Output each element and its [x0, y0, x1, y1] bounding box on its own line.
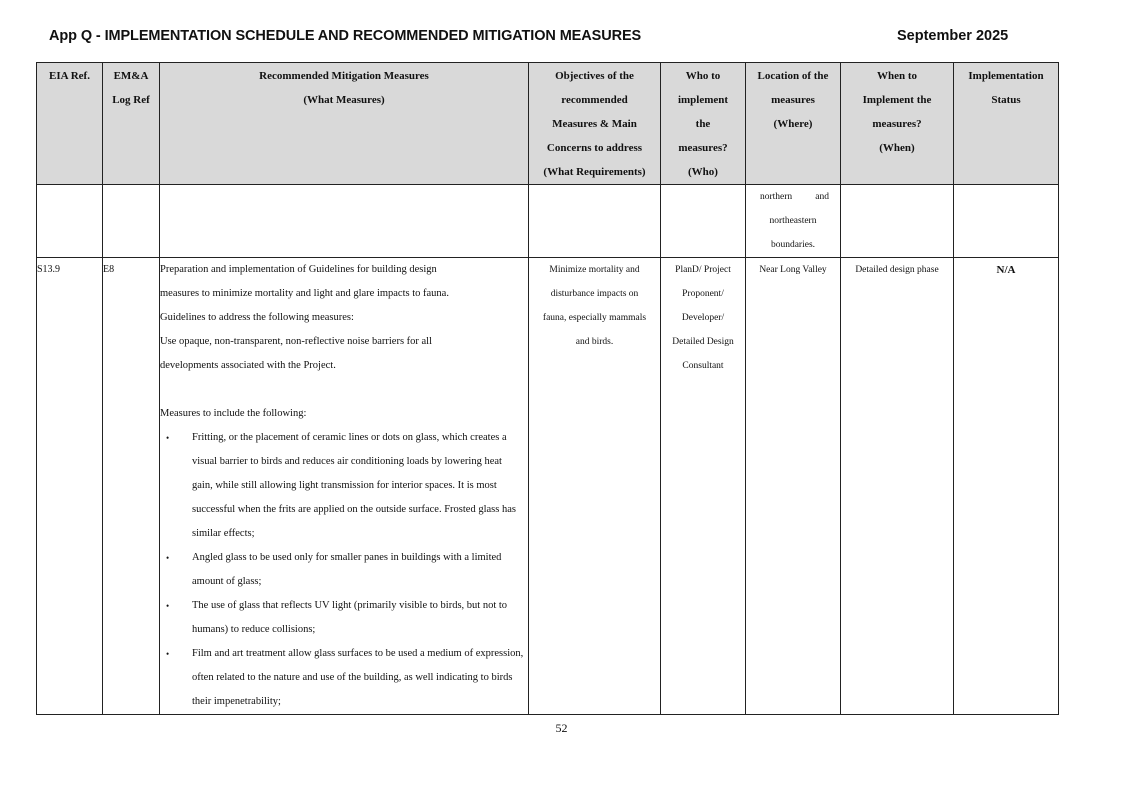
header-line: EIA Ref. — [49, 70, 90, 82]
cell-location — [746, 185, 841, 258]
cell-location: Near Long Valley — [746, 258, 841, 715]
measures-intro-line: Guidelines to address the following measures: — [160, 312, 354, 323]
cell-status — [954, 185, 1059, 258]
column-header-when — [841, 63, 954, 185]
location-line: northeastern — [769, 216, 817, 226]
document-date: September 2025 — [897, 28, 1009, 44]
measures-intro-line: Preparation and implementation of Guidelines for building design — [160, 264, 437, 275]
location-line: boundaries. — [770, 240, 816, 250]
cell-when: Detailed design phase — [841, 258, 954, 715]
column-header-status — [954, 63, 1059, 185]
header-line: measures? — [872, 118, 922, 130]
cell-who — [661, 258, 746, 715]
list-item-text: The use of glass that reflects UV light (primarily visible to birds, but not to humans) to reduce collisions; — [192, 600, 508, 635]
cell-objectives — [529, 185, 661, 258]
objectives-line: fauna, especially mammals — [542, 313, 647, 323]
header-line: Log Ref — [112, 94, 150, 106]
table-header-row — [37, 63, 1059, 185]
header-line: Status — [991, 94, 1021, 106]
header-line: Implementation — [968, 70, 1044, 82]
header-line: EM&A — [113, 70, 149, 82]
header-line: Who to — [685, 70, 721, 82]
who-line: PlanD/ Project — [675, 265, 731, 275]
list-item — [160, 642, 528, 714]
header-line: (Who) — [688, 166, 718, 178]
column-header-objectives — [529, 63, 661, 185]
header-line: (What Measures) — [303, 94, 385, 106]
cell-who — [661, 185, 746, 258]
list-item-text: Film and art treatment allow glass surfaces to be used a medium of expression, often related to the nature and use of the building, as well indicating to birds their impenetrability; — [192, 648, 524, 707]
column-header-who — [661, 63, 746, 185]
header-line: Implement the — [862, 94, 932, 106]
header-line: implement — [677, 94, 729, 106]
who-line: Consultant — [682, 361, 724, 371]
cell-measures — [160, 185, 529, 258]
location-word: and — [815, 192, 829, 202]
measures-intro-line: developments associated with the Project. — [160, 360, 336, 371]
objectives-line: disturbance impacts on — [550, 289, 639, 299]
header-line: (When) — [879, 142, 915, 154]
list-item — [160, 546, 528, 594]
measures-bullet-list — [160, 426, 528, 714]
who-line: Detailed Design — [672, 337, 734, 347]
header-line: the — [695, 118, 711, 130]
header-line: (What Requirements) — [543, 166, 646, 178]
cell-ema-log-ref — [103, 185, 160, 258]
cell-objectives — [529, 258, 661, 715]
column-header-measures — [160, 63, 529, 185]
header-line: measures? — [678, 142, 728, 154]
spacer — [160, 378, 528, 402]
measures-intro-line: measures to minimize mortality and light and glare impacts to fauna. — [160, 288, 449, 299]
list-item — [160, 594, 528, 642]
who-line: Proponent/ — [682, 289, 724, 299]
document-title: App Q - IMPLEMENTATION SCHEDULE AND RECOMMENDED MITIGATION MEASURES — [49, 28, 642, 44]
bullet-icon: • — [166, 649, 170, 659]
header-line: (Where) — [773, 118, 813, 130]
header-line: Measures & Main — [552, 118, 637, 130]
table-row — [37, 185, 1059, 258]
cell-eia-ref: S13.9 — [37, 258, 103, 715]
cell-ema-log-ref: E8 — [103, 258, 160, 715]
header-line: recommended — [561, 94, 628, 106]
measures-intro-line: Use opaque, non-transparent, non-reflective noise barriers for all — [160, 336, 433, 347]
objectives-line: Minimize mortality and — [549, 265, 640, 275]
bullet-icon: • — [166, 553, 170, 563]
location-line — [746, 185, 840, 209]
table-row — [37, 258, 1059, 715]
cell-measures — [160, 258, 529, 715]
list-item-text: Fritting, or the placement of ceramic lines or dots on glass, which creates a visual barrier to birds and reduces air conditioning loads by lowering heat gain, while still allowing light transmission for interior spaces. It is most successful when the frits are applied on the outside surface. Frosted glass has similar effects; — [192, 432, 516, 539]
header-line: When to — [876, 70, 918, 82]
column-header-location — [746, 63, 841, 185]
header-line: measures — [771, 94, 815, 106]
column-header-ema-log-ref — [103, 63, 160, 185]
cell-when — [841, 185, 954, 258]
list-item-text: Angled glass to be used only for smaller panes in buildings with a limited amount of glass; — [192, 552, 502, 587]
list-item — [160, 426, 528, 546]
page-number: 52 — [555, 721, 568, 735]
header-line: Concerns to address — [546, 142, 643, 154]
who-line: Developer/ — [681, 313, 725, 323]
measures-list-heading: Measures to include the following: — [160, 408, 307, 419]
header-line: Objectives of the — [555, 70, 634, 82]
location-word: northern — [760, 192, 793, 202]
header-line: Location of the — [757, 70, 829, 82]
objectives-line: and birds. — [575, 337, 614, 347]
cell-eia-ref — [37, 185, 103, 258]
bullet-icon: • — [166, 433, 170, 443]
bullet-icon: • — [166, 601, 170, 611]
header-line: Recommended Mitigation Measures — [259, 70, 429, 82]
cell-status: N/A — [954, 258, 1059, 715]
implementation-schedule-table — [36, 62, 1059, 715]
column-header-eia-ref — [37, 63, 103, 185]
